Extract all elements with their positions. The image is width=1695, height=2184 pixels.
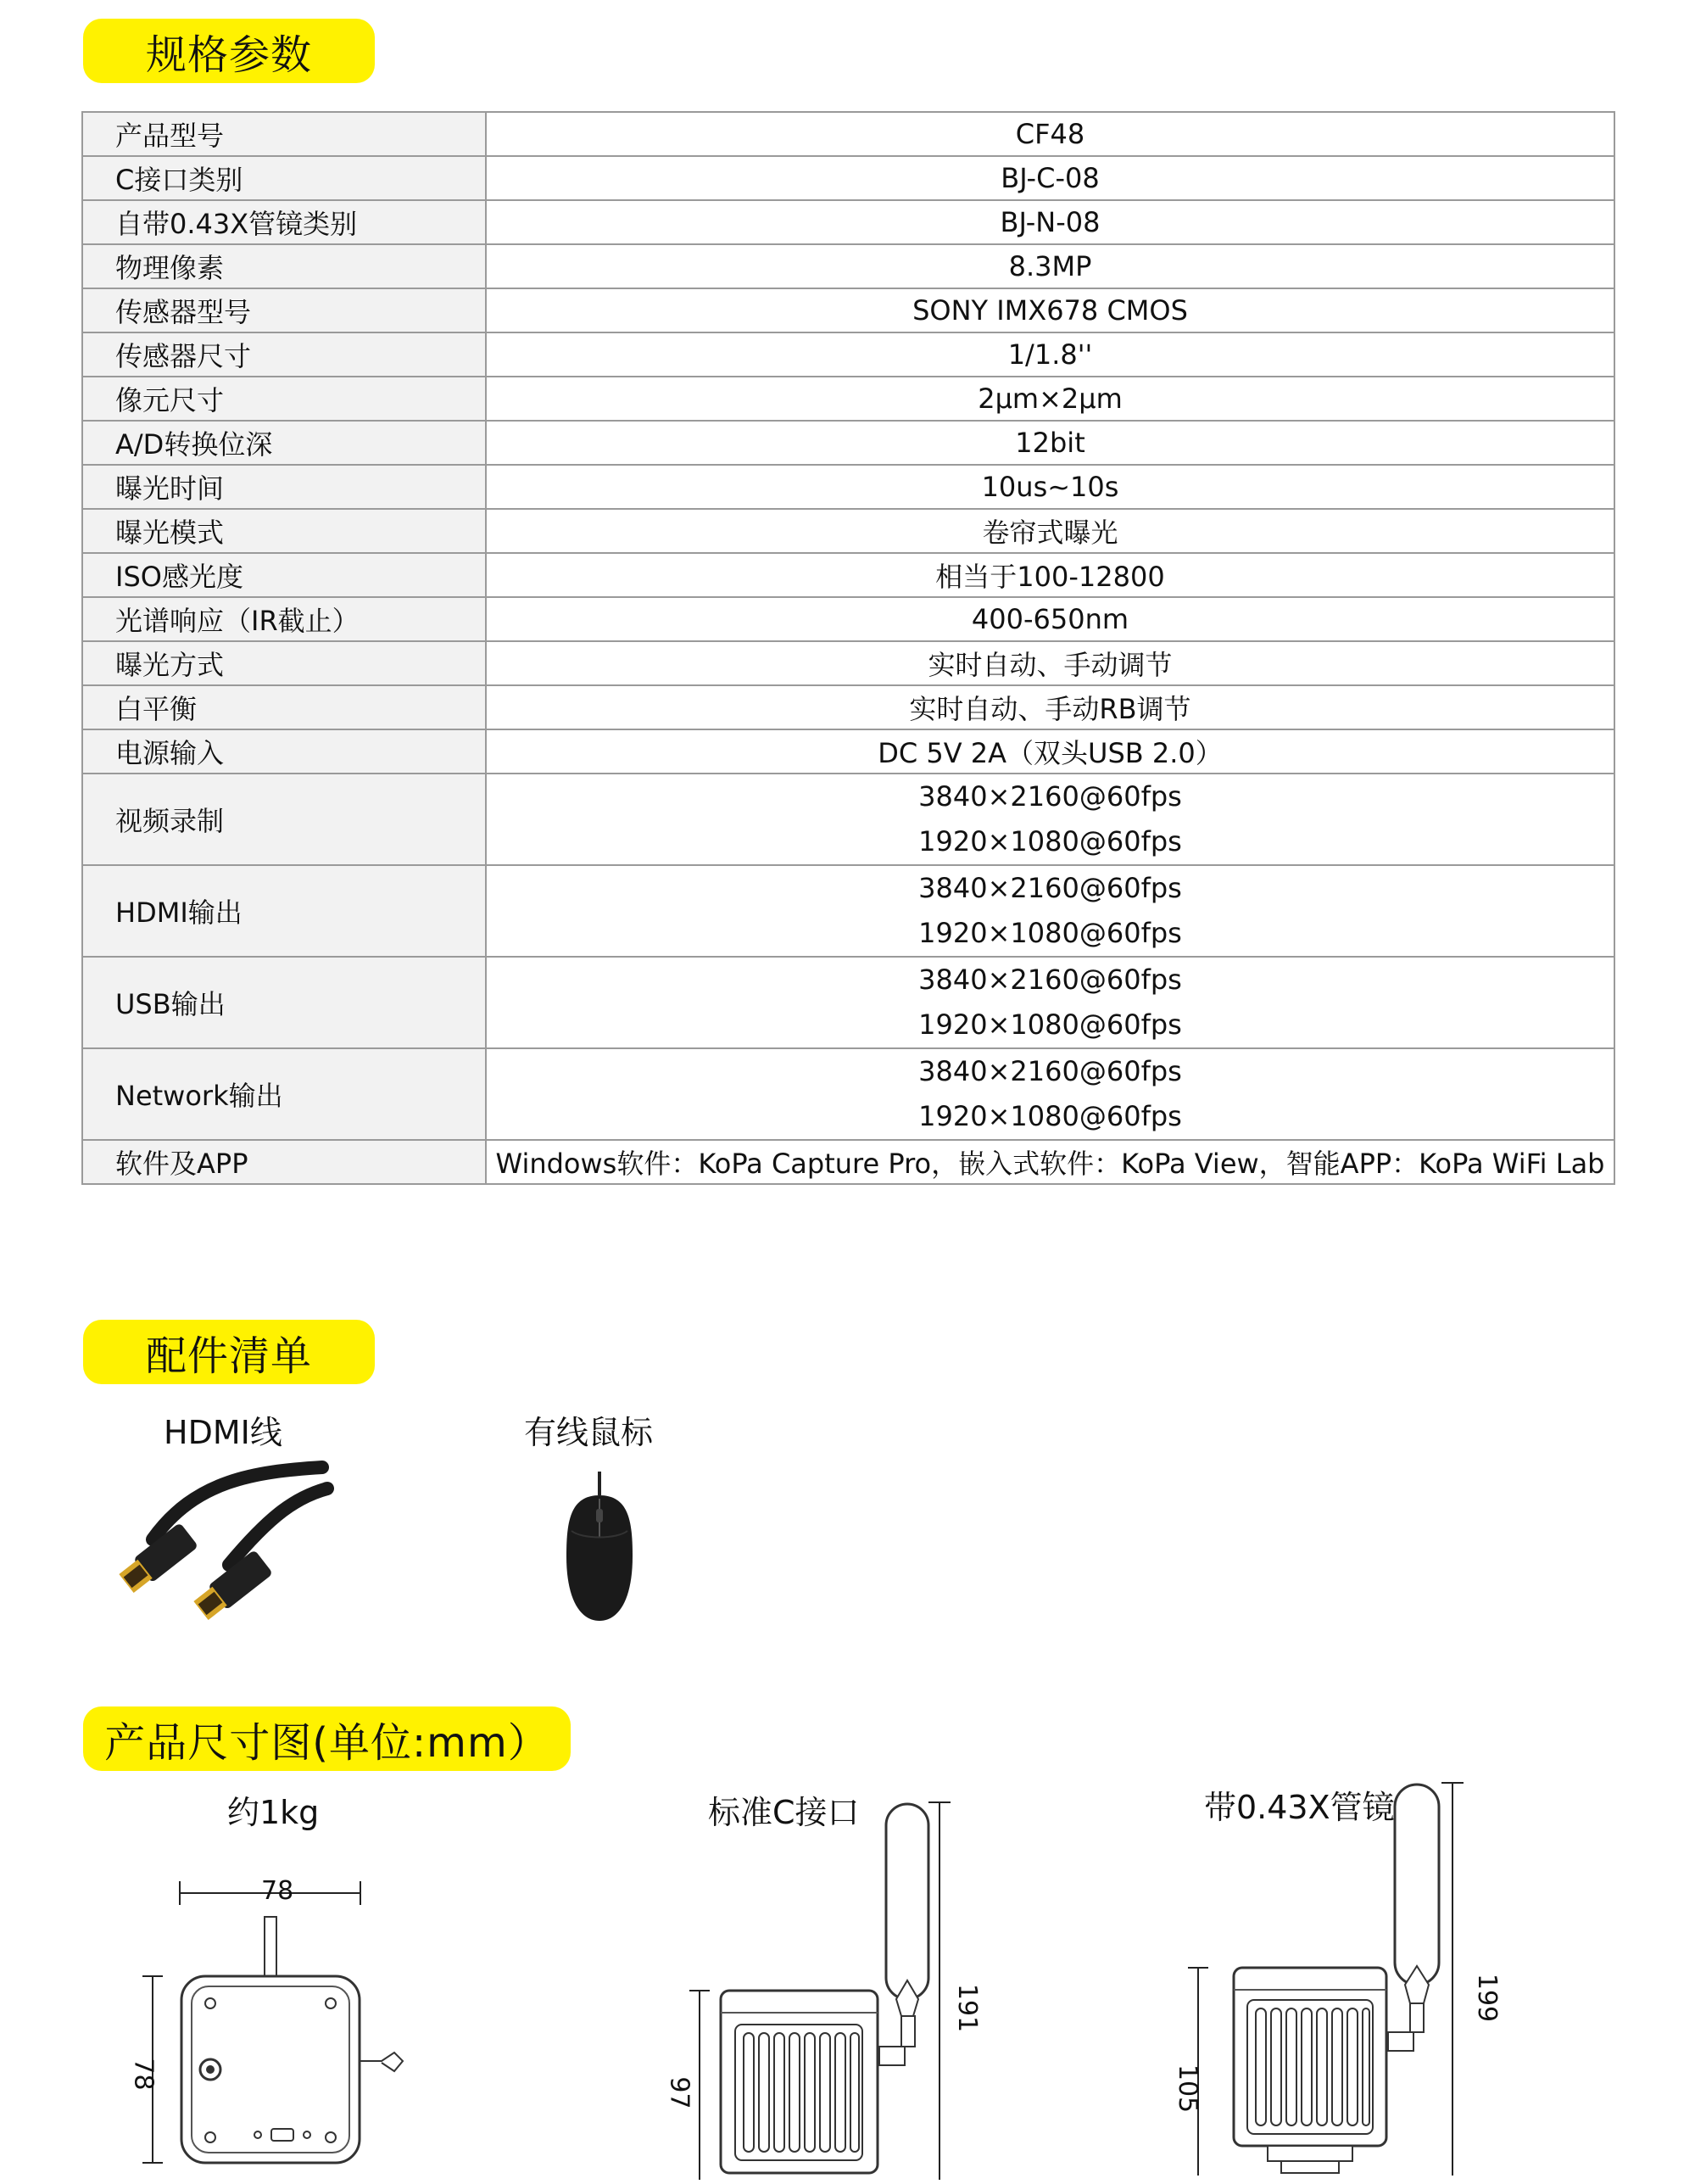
spec-value-multi	[486, 774, 1614, 865]
spec-value: Windows软件：KoPa Capture Pro，嵌入式软件：KoPa View，智能APP：KoPa WiFi Lab	[486, 1140, 1614, 1184]
spec-row	[82, 597, 1614, 641]
spec-row	[82, 685, 1614, 729]
spec-value-line: 3840×2160@60fps	[918, 872, 1182, 904]
spec-row	[82, 200, 1614, 244]
spec-value-line: 1920×1080@60fps	[918, 917, 1182, 949]
standard-c-mount-drawing	[683, 1802, 962, 2184]
spec-value: BJ-C-08	[486, 156, 1614, 200]
spec-table	[81, 111, 1615, 1185]
spec-key: 白平衡	[82, 685, 486, 729]
spec-value-line: 1920×1080@60fps	[918, 1100, 1182, 1132]
accessories-section-title: 配件清单	[83, 1320, 375, 1384]
spec-value-line: 3840×2160@60fps	[918, 1055, 1182, 1087]
spec-value: BJ-N-08	[486, 200, 1614, 244]
spec-row	[82, 465, 1614, 509]
spec-row	[82, 641, 1614, 685]
spec-key: 曝光时间	[82, 465, 486, 509]
spec-key: HDMI输出	[82, 865, 486, 957]
spec-key: 电源输入	[82, 729, 486, 774]
spec-value-multi	[486, 1048, 1614, 1140]
spec-key: ISO感光度	[82, 553, 486, 597]
tube-lens-label: 带0.43X管镜	[1204, 1789, 1395, 1826]
spec-row	[82, 421, 1614, 465]
spec-value: 1/1.8''	[486, 332, 1614, 377]
standard-total-height-dimension: 191	[952, 1983, 983, 2033]
spec-value: 2μm×2μm	[486, 377, 1614, 421]
spec-row-software	[82, 1140, 1614, 1184]
spec-value-line: 1920×1080@60fps	[918, 825, 1182, 857]
spec-value: 相当于100-12800	[486, 553, 1614, 597]
spec-key: 传感器型号	[82, 288, 486, 332]
spec-value: CF48	[486, 112, 1614, 156]
spec-row	[82, 729, 1614, 774]
spec-key: 软件及APP	[82, 1140, 486, 1184]
spec-row-multi	[82, 1048, 1614, 1140]
spec-value-multi	[486, 865, 1614, 957]
rear-width-dimension: 78	[261, 1876, 294, 1906]
spec-row	[82, 553, 1614, 597]
spec-row	[82, 244, 1614, 288]
rear-height-dimension: 78	[128, 2058, 159, 2091]
spec-row	[82, 509, 1614, 553]
tube-lens-drawing	[1183, 1781, 1471, 2180]
spec-value-line: 1920×1080@60fps	[918, 1008, 1182, 1041]
wired-mouse-icon	[561, 1472, 638, 1624]
spec-row-multi	[82, 865, 1614, 957]
spec-key: 曝光方式	[82, 641, 486, 685]
spec-key: C接口类别	[82, 156, 486, 200]
spec-key: Network输出	[82, 1048, 486, 1140]
tube-total-height-dimension: 199	[1472, 1973, 1503, 2023]
spec-key: 视频录制	[82, 774, 486, 865]
standard-c-mount-label: 标准C接口	[708, 1794, 860, 1831]
spec-value-line: 3840×2160@60fps	[918, 964, 1182, 996]
spec-value-line: 3840×2160@60fps	[918, 780, 1182, 813]
spec-value: 实时自动、手动调节	[486, 641, 1614, 685]
spec-row	[82, 156, 1614, 200]
spec-key: 像元尺寸	[82, 377, 486, 421]
spec-value: 400-650nm	[486, 597, 1614, 641]
spec-key: 传感器尺寸	[82, 332, 486, 377]
spec-key: 产品型号	[82, 112, 486, 156]
spec-key: A/D转换位深	[82, 421, 486, 465]
spec-key: 自带0.43X管镜类别	[82, 200, 486, 244]
spec-value: 卷帘式曝光	[486, 509, 1614, 553]
spec-key: 光谱响应（IR截止）	[82, 597, 486, 641]
spec-row	[82, 112, 1614, 156]
spec-row	[82, 332, 1614, 377]
specs-section-title: 规格参数	[83, 19, 375, 83]
spec-key: 曝光模式	[82, 509, 486, 553]
dimensions-section-title: 产品尺寸图(单位:mm）	[83, 1706, 571, 1771]
spec-row	[82, 377, 1614, 421]
tube-body-height-dimension: 105	[1173, 2064, 1203, 2114]
spec-row-multi	[82, 774, 1614, 865]
spec-value: DC 5V 2A（双头USB 2.0）	[486, 729, 1614, 774]
spec-row	[82, 288, 1614, 332]
weight-label: 约1kg	[227, 1794, 320, 1831]
accessory-label-hdmi: HDMI线	[164, 1414, 282, 1451]
spec-value: 实时自动、手动RB调节	[486, 685, 1614, 729]
spec-key: 物理像素	[82, 244, 486, 288]
spec-value: 8.3MP	[486, 244, 1614, 288]
spec-value: 10us~10s	[486, 465, 1614, 509]
rear-view-drawing	[119, 1891, 441, 2184]
accessory-label-mouse: 有线鼠标	[524, 1414, 654, 1451]
spec-value: 12bit	[486, 421, 1614, 465]
standard-body-height-dimension: 97	[664, 2076, 694, 2109]
spec-row-multi	[82, 957, 1614, 1048]
spec-key: USB输出	[82, 957, 486, 1048]
spec-value-multi	[486, 957, 1614, 1048]
spec-value: SONY IMX678 CMOS	[486, 288, 1614, 332]
hdmi-cable-icon	[127, 1463, 331, 1633]
